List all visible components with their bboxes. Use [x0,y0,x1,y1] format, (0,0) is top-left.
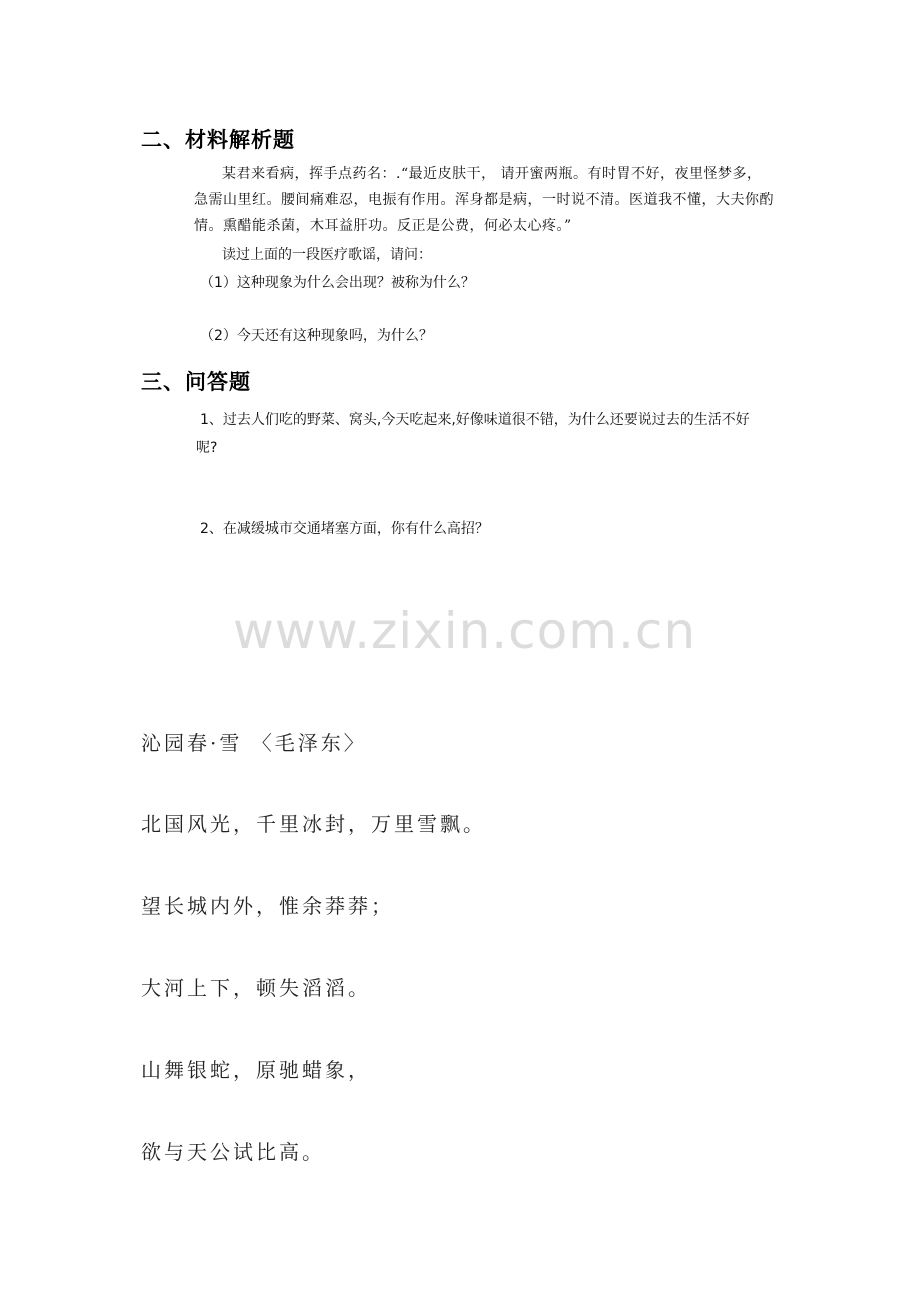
question-2: （2）今天还有这种现象吗，为什么？ [200,328,433,344]
poem-line-3: 大河上下，顿失滔滔。 [141,976,371,1000]
passage-line-3: 情。熏醋能杀菌，木耳益肝功。反正是公费，何必太心疼。” [194,218,572,234]
poem-line-4: 山舞银蛇，原驰蜡象， [141,1058,371,1082]
poem-line-2: 望长城内外，惟余莽莽； [141,894,394,918]
question-prompt: 读过上面的一段医疗歌谣，请问： [222,247,432,263]
passage-line-2: 急需山里红。腰间痛难忍，电振有作用。浑身都是病，一时说不清。医道我不懂，大夫你酌 [194,192,774,208]
poem-line-1: 北国风光，千里冰封，万里雪飘。 [141,812,486,836]
passage-line-1: 某君来看病，挥手点药名：.“最近皮肤干， 请开蜜两瓶。有时胃不好，夜里怪梦多， [222,166,762,182]
watermark: www.zixin.com.cn [233,602,697,660]
qa-question-1-line-2: 呢? [196,440,218,456]
poem-title: 沁园春·雪 〈毛泽东〉 [141,731,367,755]
poem-line-5: 欲与天公试比高。 [141,1140,325,1164]
qa-question-2: 2、在减缓城市交通堵塞方面，你有什么高招？ [200,521,489,537]
question-1: （1）这种现象为什么会出现？被称为什么？ [200,275,475,291]
section-heading-material-analysis: 二、材料解析题 [141,128,295,152]
section-heading-qa: 三、问答题 [141,370,251,394]
qa-question-1-line-1: 1、过去人们吃的野菜、窝头,今天吃起来,好像味道很不错，为什么还要说过去的生活不好 [200,412,750,428]
